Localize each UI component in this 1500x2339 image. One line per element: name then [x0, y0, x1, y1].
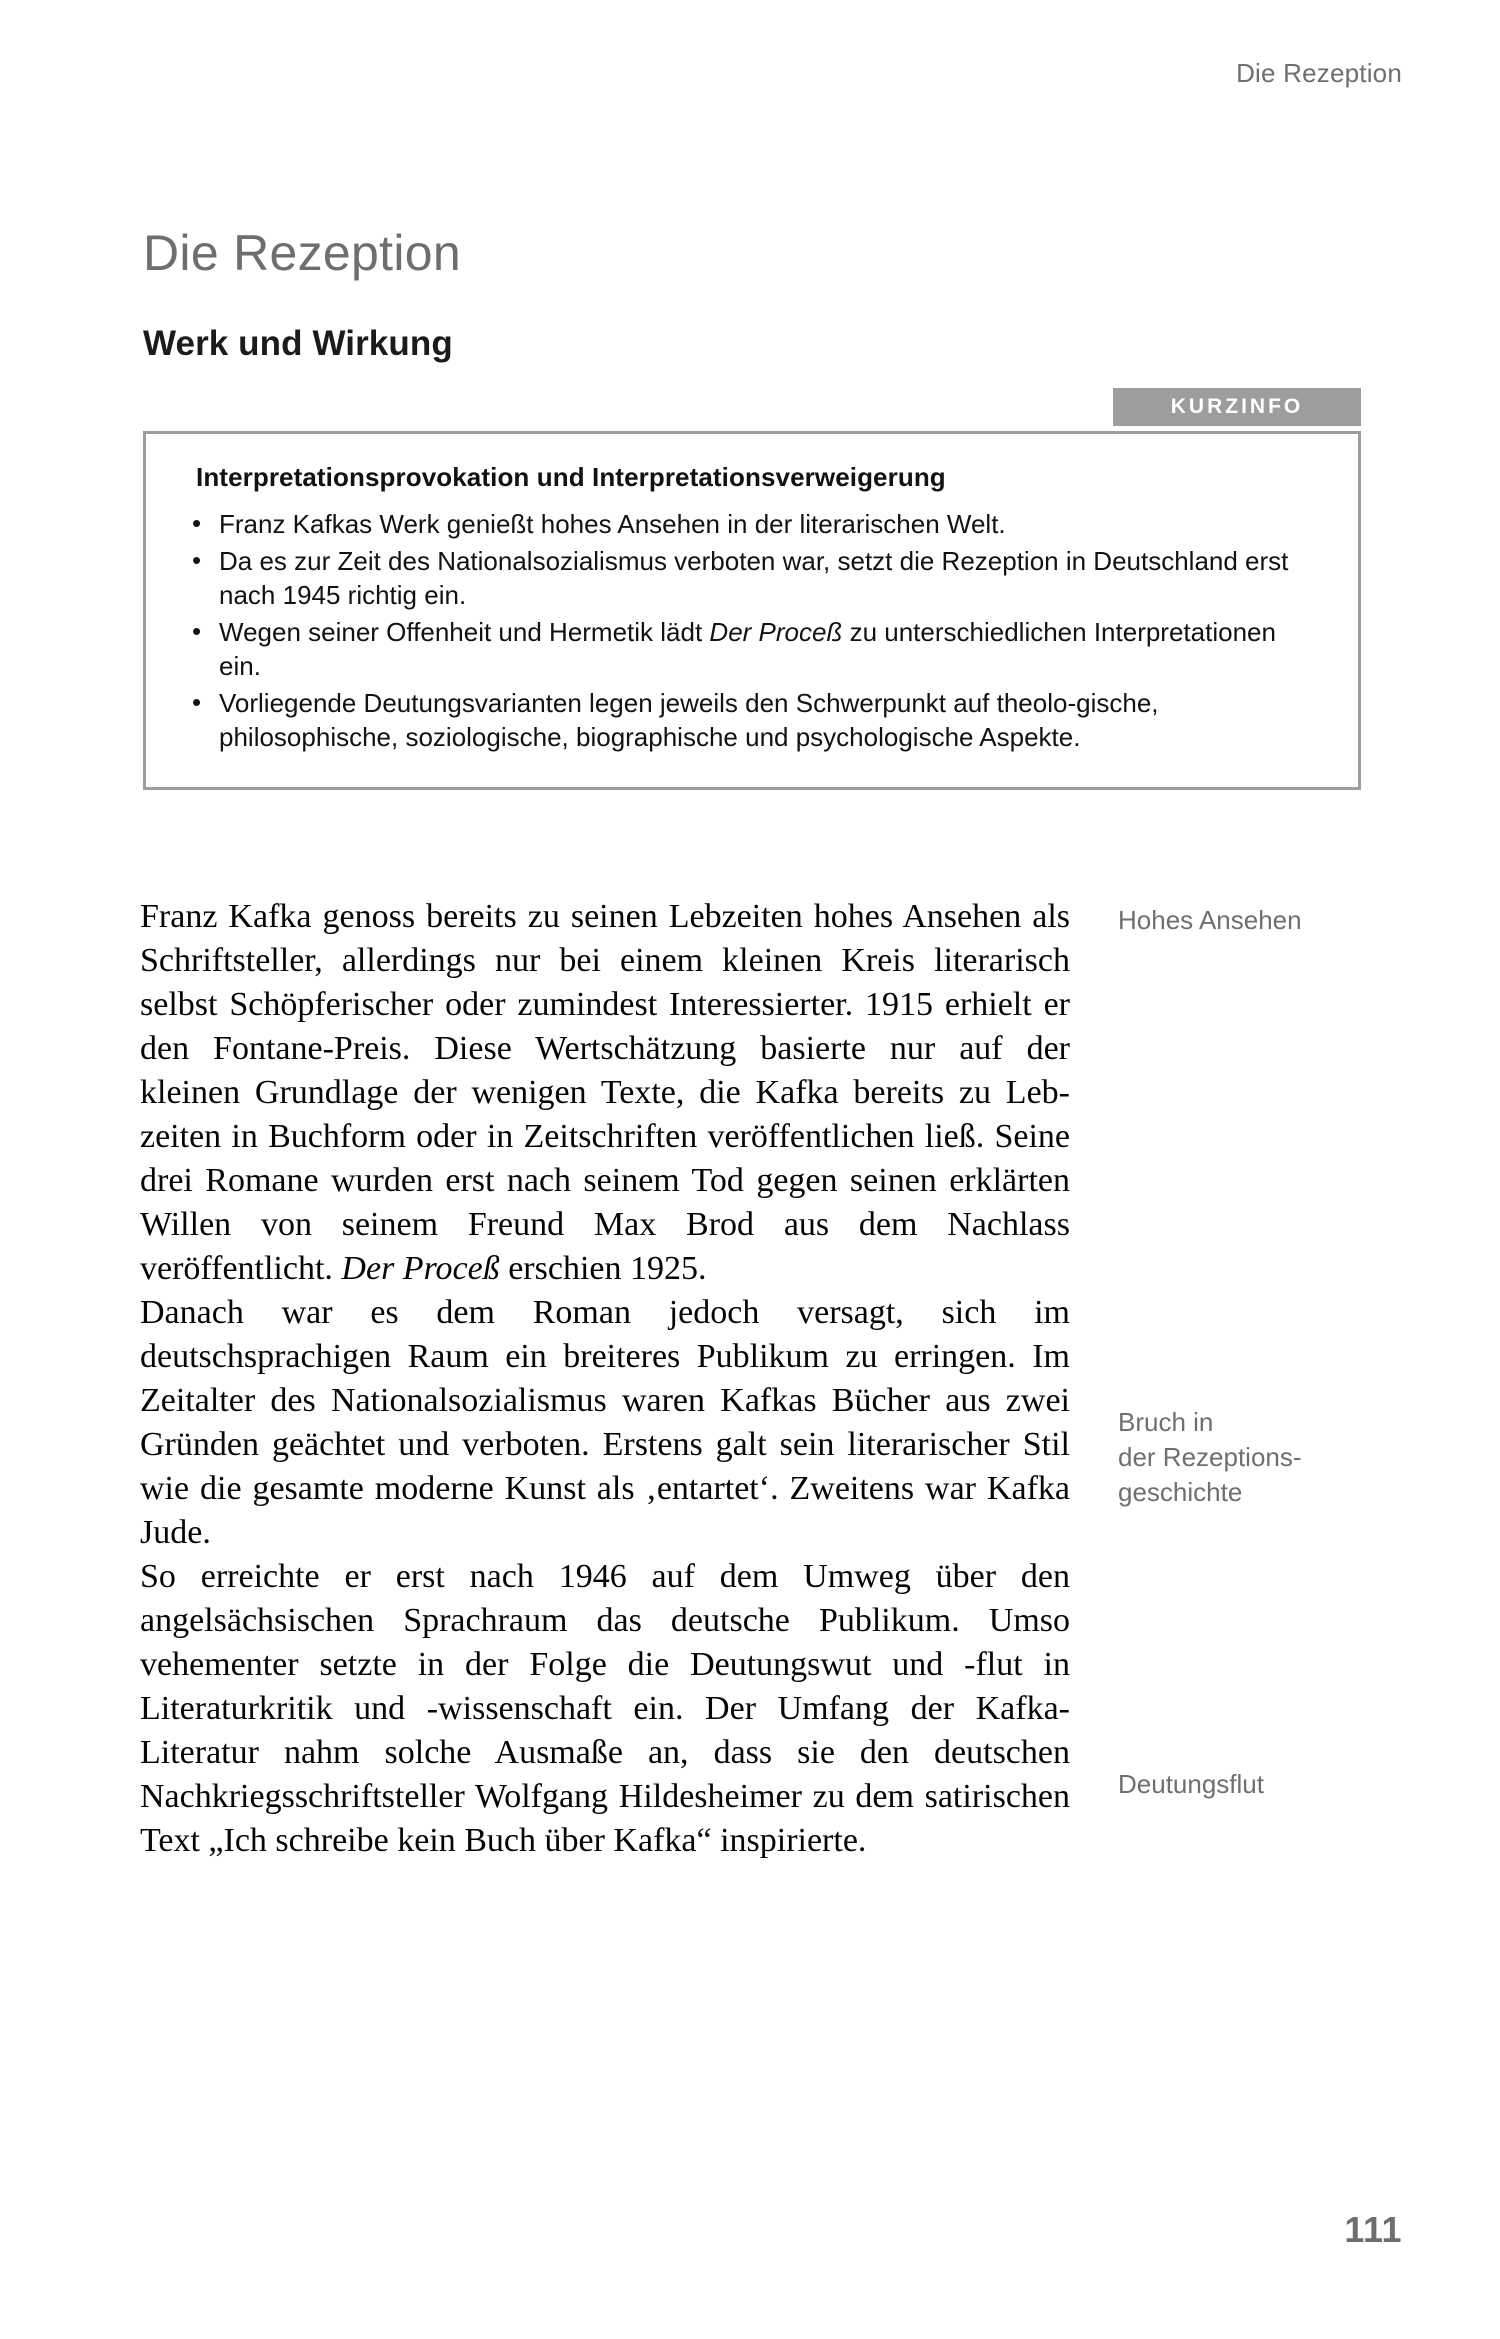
bullet-icon: • — [192, 615, 202, 646]
work-title-italic: Der Proceß — [341, 1250, 500, 1288]
margin-note-deutungsflut: Deutungsflut — [1118, 1769, 1264, 1799]
kurzinfo-tab-label: KURZINFO — [1113, 388, 1361, 426]
section-heading: Werk und Wirkung — [143, 324, 453, 364]
paragraph-3: So erreichte er erst nach 1946 auf dem Umweg über den angelsächsischen Sprachraum das deutsche Publikum. Umso vehementer setzte in der Folge die Deutungswut und -flut in Literaturkritik und -wissenschaft ein. Der Umfang der Kafka-Literatur nahm solche Ausmaße an, dass sie den deutschen Nachkriegsschriftsteller Wolfgang Hildesheimer zu dem satirischen Text „Ich schreibe kein Buch über Kafka“ inspirierte. — [140, 1558, 1070, 1860]
list-item-text: Vorliegende Deutungsvarianten legen jeweils den Schwerpunkt auf theolo-gische, philosophische, soziologische, biographische und psychologische Aspekte. — [219, 687, 1159, 753]
kurzinfo-heading: Interpretationsprovokation und Interpretationsverweigerung — [196, 462, 946, 492]
list-item — [186, 686, 1324, 755]
kurzinfo-bullet-list — [186, 507, 1324, 755]
margin-note-line: der Rezeptions- — [1118, 1442, 1302, 1473]
list-item-text: Wegen seiner Offenheit und Hermetik lädt — [219, 616, 710, 647]
bullet-icon: • — [192, 508, 202, 538]
paragraph-2: Danach war es dem Roman jedoch versagt, sich im deutschsprachigen Raum ein breiteres Publikum zu erringen. Im Zeitalter des Nationalsozialismus waren Kafkas Bücher aus zwei Gründen geächtet und verboten. Erstens galt sein literarischer Stil wie die gesamte moderne Kunst als ‚entartet‘. Zweitens war Kafka Jude. — [140, 1294, 1070, 1552]
bullet-icon: • — [192, 544, 202, 575]
paragraph-1-text-b: erschien 1925. — [499, 1250, 707, 1288]
list-item — [186, 615, 1324, 684]
margin-note-line: geschichte — [1118, 1477, 1243, 1508]
paragraph-1 — [140, 895, 1070, 1291]
bullet-icon: • — [192, 686, 202, 717]
page-number: 111 — [1344, 2209, 1402, 2250]
list-item-text-cont: zu unterschiedlichen Interpretationen ein. — [219, 616, 1276, 682]
margin-note-line: Bruch in — [1118, 1407, 1214, 1437]
list-item — [186, 507, 1324, 542]
page-title: Die Rezeption — [143, 224, 461, 281]
list-item-text: Franz Kafkas Werk genießt hohes Ansehen in der literarischen Welt. — [219, 509, 1006, 539]
list-item-title-italic: Der Proceß — [709, 616, 843, 647]
list-item-text: Da es zur Zeit des Nationalsozialismus verboten war, setzt die Rezeption in Deutschland erst nach 1945 richtig ein. — [219, 545, 1289, 611]
list-item — [186, 544, 1324, 613]
kurzinfo-box-body — [143, 431, 1361, 790]
body-text-column — [140, 895, 1070, 1863]
margin-note-bruch-in-der-rezeptionsgeschichte — [1118, 1405, 1448, 1510]
paragraph-1-text-a: Franz Kafka genoss bereits zu seinen Lebzeiten hohes Ansehen als Schriftsteller, allerdings nur bei einem kleinen Kreis literarisch selbst Schöpferischer oder zumindest Interessierter. 1915 erhielt er den Fontane-Preis. Diese Wertschätzung basierte nur auf der kleinen Grundlage der wenigen Texte, die Kafka bereits zu Lebzeiten in Buchform oder in Zeitschriften veröffentlichen ließ. Seine drei Romane wurden erst nach seinem Tod gegen seinen erklärten Willen von seinem Freund Max Brod aus dem Nachlass veröffentlicht. — [140, 898, 1070, 1288]
margin-note-hohes-ansehen: Hohes Ansehen — [1118, 905, 1302, 935]
running-header: Die Rezeption — [1236, 58, 1402, 88]
